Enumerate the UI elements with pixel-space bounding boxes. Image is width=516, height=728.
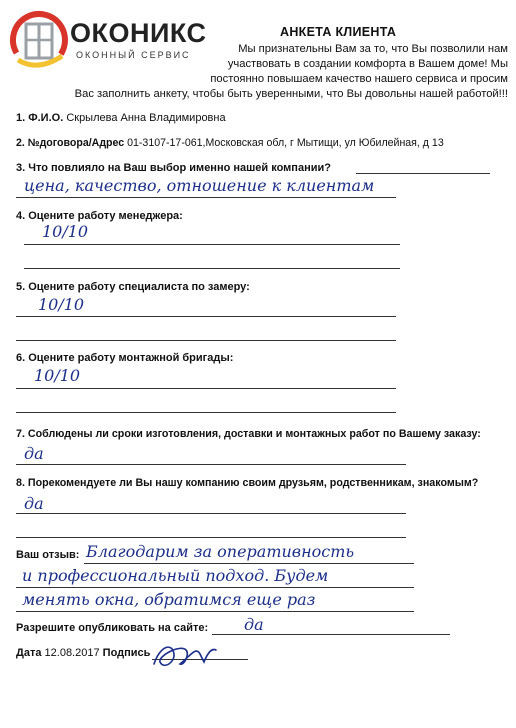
contract-value: 01-3107-17-061,Московская обл, г Мытищи, ул Юбилейная, д 13	[127, 137, 444, 149]
q5-line-1	[16, 316, 396, 317]
publish-label: Разрешите опубликовать на сайте:	[16, 622, 209, 634]
q3-answer: цена, качество, отношение к клиентам	[24, 176, 375, 195]
intro-line-3: постоянно повышаем качество нашего сервиса и просим	[210, 73, 508, 85]
signature-label: Подпись	[102, 647, 151, 659]
contract-field	[16, 137, 444, 149]
q8-line-2	[16, 537, 406, 538]
review-rule-2	[16, 587, 414, 588]
review-line-2: и профессиональный подход. Будем	[22, 566, 329, 585]
q6-line-1	[16, 388, 396, 389]
intro-line-2: участвовать в создании комфорта в Вашем доме! Мы	[227, 58, 508, 70]
window-logo-icon	[8, 10, 70, 72]
intro-line-4: Вас заполнить анкету, чтобы быть уверенными, что Вы довольны нашей работой!!!	[74, 88, 508, 100]
q3-label: 3. Что повлияло на Ваш выбор именно нашей компании?	[16, 162, 331, 174]
publish-line	[212, 634, 450, 635]
review-line-3: менять окна, обратимся еще раз	[22, 590, 316, 609]
q3-answer-line	[16, 197, 396, 198]
review-rule-1	[84, 563, 414, 564]
q6-line-2	[16, 412, 396, 413]
contract-label: 2. №договора/Адрес	[16, 137, 125, 149]
q4-line-1	[24, 244, 400, 245]
q6-answer: 10/10	[34, 366, 81, 385]
intro-text	[210, 42, 508, 87]
q5-line-2	[16, 340, 396, 341]
q5-label: 5. Оцените работу специалиста по замеру:	[16, 281, 250, 293]
review-rule-3	[16, 611, 414, 612]
fio-field	[16, 112, 226, 124]
intro-line-1: Мы признательны Вам за то, что Вы позволили нам	[238, 43, 508, 55]
date-label: Дата	[16, 647, 42, 659]
q7-label: 7. Соблюдены ли сроки изготовления, доставки и монтажных работ по Вашему заказу:	[16, 428, 481, 440]
q4-line-2	[24, 268, 400, 269]
review-label: Ваш отзыв:	[16, 549, 80, 561]
q3-inline-line	[356, 173, 490, 174]
fio-value: Скрылева Анна Владимировна	[66, 112, 226, 124]
q6-label: 6. Оцените работу монтажной бригады:	[16, 352, 234, 364]
date-value: 12.08.2017	[44, 647, 100, 659]
review-line-1: Благодарим за оперативность	[86, 542, 355, 561]
q8-answer: да	[24, 494, 44, 513]
handwritten-signature	[150, 636, 220, 676]
q4-answer: 10/10	[42, 222, 89, 241]
date-field	[16, 647, 150, 659]
logo-subtitle: ОКОННЫЙ СЕРВИС	[76, 50, 191, 60]
q7-line	[16, 464, 406, 465]
q7-answer: да	[24, 444, 44, 463]
fio-label: 1. Ф.И.О.	[16, 112, 64, 124]
q8-label: 8. Порекомендуете ли Вы нашу компанию своим друзьям, родственникам, знакомым?	[16, 477, 479, 489]
form-title: АНКЕТА КЛИЕНТА	[280, 25, 397, 39]
q8-line-1	[16, 513, 406, 514]
q4-label: 4. Оцените работу менеджера:	[16, 210, 183, 222]
logo-wordmark: ОКОНИКС	[70, 18, 207, 48]
publish-answer: да	[244, 615, 264, 634]
q5-answer: 10/10	[38, 295, 85, 314]
